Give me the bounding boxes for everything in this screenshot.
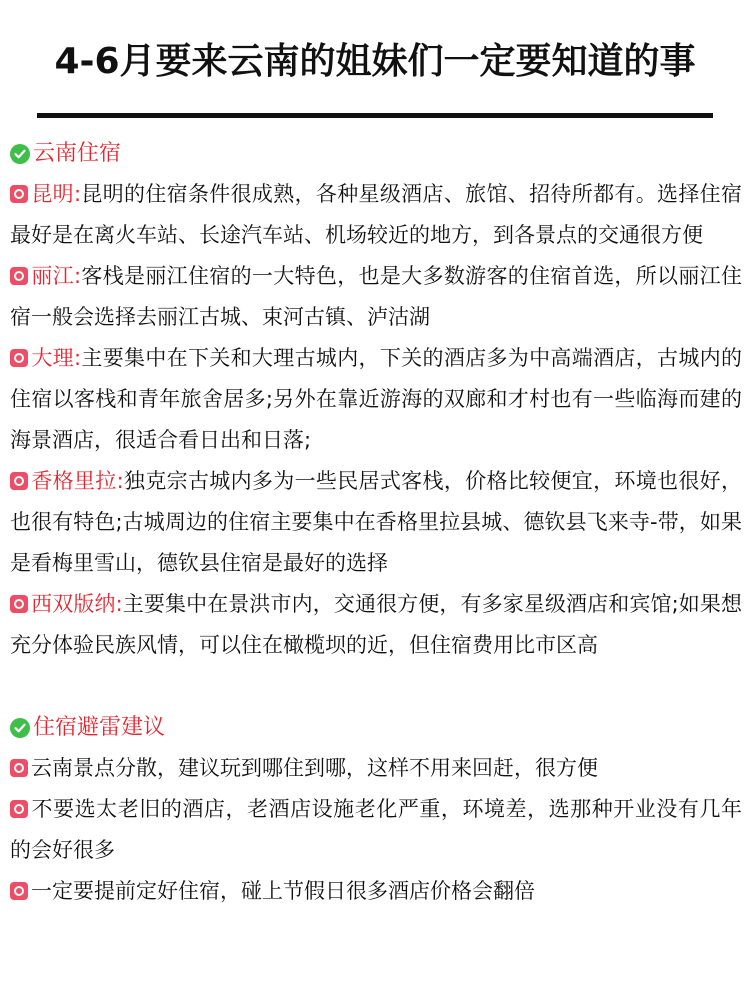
check-circle-icon: [10, 144, 30, 164]
section-heading-text: 住宿避雷建议: [33, 715, 166, 740]
red-square-bullet-icon: [10, 882, 28, 900]
city-name: 大理: [31, 346, 74, 370]
red-square-bullet-icon: [10, 595, 28, 613]
article-body: [10, 133, 742, 912]
red-square-bullet-icon: [10, 349, 28, 367]
tip-text: 一定要提前定好住宿，碰上节假日很多酒店价格会翻倍: [31, 879, 535, 903]
red-square-bullet-icon: [10, 472, 28, 490]
city-entry-kunming: [10, 174, 742, 256]
red-square-bullet-icon: [10, 800, 28, 818]
tip-text: 云南景点分散，建议玩到哪住到哪，这样不用来回赶，很方便: [31, 756, 598, 780]
city-description: 客栈是丽江住宿的一大特色，也是大多数游客的住宿首选，所以丽江住宿一般会选择去丽江古城、束河古镇、泸沽湖: [10, 264, 743, 329]
city-entry-xishuangbanna: [10, 584, 742, 666]
city-name: 香格里拉: [31, 469, 117, 493]
tip-item: [10, 748, 742, 789]
city-colon: :: [115, 592, 123, 616]
city-name: 西双版纳: [31, 592, 116, 616]
city-description: 主要集中在下关和大理古城内，下关的酒店多为中高端酒店，古城内的住宿以客栈和青年旅舍居多;另外在靠近游海的双廊和才村也有一些临海而建的海景酒店，很适合看日出和日落;: [10, 346, 743, 452]
page-title: 4-6月要来云南的姐妹们一定要知道的事: [54, 41, 696, 82]
section-heading-text: 云南住宿: [33, 141, 122, 166]
red-square-bullet-icon: [10, 267, 28, 285]
title-underline: [37, 113, 713, 118]
city-colon: :: [73, 264, 82, 288]
section-heading-tips: [10, 707, 742, 748]
city-name: 昆明: [31, 182, 74, 206]
section-heading-lodging: [10, 133, 742, 174]
red-square-bullet-icon: [10, 759, 28, 777]
tip-text: 不要选太老旧的酒店，老酒店设施老化严重，环境差，选那种开业没有几年的会好很多: [10, 797, 742, 862]
check-circle-icon: [10, 718, 30, 738]
city-colon: :: [73, 346, 82, 370]
city-description: 主要集中在景洪市内，交通很方便，有多家星级酒店和宾馆;如果想充分体验民族风情，可以住在橄榄坝的近，但住宿费用比市区高: [10, 592, 743, 657]
city-description: 独克宗古城内多为一些民居式客栈，价格比较便宜，环境也很好，也很有特色;古城周边的住宿主要集中在香格里拉县城、德钦县飞来寺-带，如果是看梅里雪山，德钦县住宿是最好的选择: [10, 469, 743, 575]
city-entry-dali: [10, 338, 742, 461]
city-entry-lijiang: [10, 256, 742, 338]
section-spacer: [10, 666, 742, 707]
city-colon: :: [73, 182, 82, 206]
city-entry-shangri-la: [10, 461, 742, 584]
city-colon: :: [116, 469, 124, 493]
city-description: 昆明的住宿条件很成熟，各种星级酒店、旅馆、招待所都有。选择住宿最好是在离火车站、长途汽车站、机场较近的地方，到各景点的交通很方便: [10, 182, 743, 247]
red-square-bullet-icon: [10, 185, 28, 203]
tip-item: [10, 871, 742, 912]
city-name: 丽江: [31, 264, 74, 288]
tip-item: [10, 789, 742, 871]
